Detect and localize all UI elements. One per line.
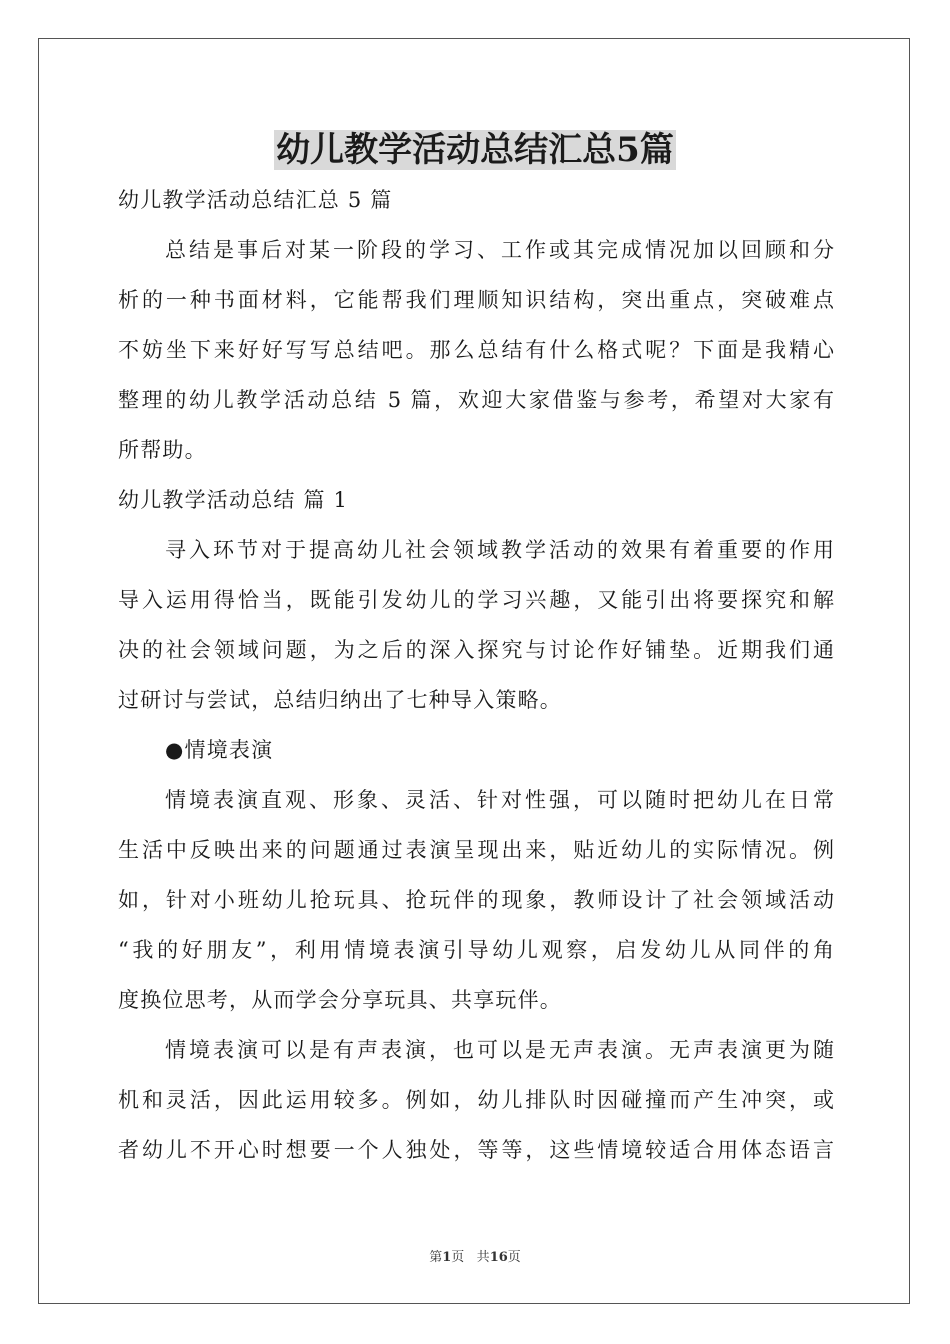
text-line: 决的社会领域问题，为之后的深入探究与讨论作好铺垫。近期我们通 [118,638,834,662]
document-title-text: 幼儿教学活动总结汇总5篇 [276,130,674,170]
text-line: “我的好朋友”，利用情境表演引导幼儿观察，启发幼儿从同伴的角 [118,938,834,962]
page-footer [0,1246,950,1265]
text-line: 度换位思考，从而学会分享玩具、共享玩伴。 [118,988,562,1012]
text-line: 总结是事后对某一阶段的学习、工作或其完成情况加以回顾和分 [165,238,834,262]
text-line: 不妨坐下来好好写写总结吧。那么总结有什么格式呢？下面是我精心 [118,338,834,362]
text-line: 情境表演可以是有声表演，也可以是无声表演。无声表演更为随 [165,1038,834,1062]
text-line: ●情境表演 [165,738,274,762]
text-line: 所帮助。 [118,438,207,462]
text-line: 幼儿教学活动总结汇总 5 篇 [118,188,393,212]
text-line: 者幼儿不开心时想要一个人独处，等等，这些情境较适合用体态语言 [118,1138,834,1162]
text-line: 情境表演直观、形象、灵活、针对性强，可以随时把幼儿在日常 [165,788,834,812]
text-line: 整理的幼儿教学活动总结 5 篇，欢迎大家借鉴与参考，希望对大家有 [118,388,834,412]
footer-page-suffix: 页 [451,1250,465,1265]
footer-total-pages: 16 [489,1250,508,1265]
text-line: 机和灵活，因此运用较多。例如，幼儿排队时因碰撞而产生冲突，或 [118,1088,834,1112]
text-line: 如，针对小班幼儿抢玩具、抢玩伴的现象，教师设计了社会领域活动 [118,888,834,912]
text-line: 寻入环节对于提高幼儿社会领域教学活动的效果有着重要的作用 [165,538,834,562]
footer-total-suffix: 页 [507,1250,521,1265]
document-body [118,180,834,1180]
footer-page-number: 1 [442,1250,452,1265]
document-title [0,128,950,172]
text-line: 生活中反映出来的问题通过表演呈现出来，贴近幼儿的实际情况。例 [118,838,834,862]
footer-page-prefix: 第 [429,1250,443,1265]
text-line: 析的一种书面材料，它能帮我们理顺知识结构，突出重点，突破难点 [118,288,834,312]
footer-total-prefix: 共 [476,1250,490,1265]
text-line: 过研讨与尝试，总结归纳出了七种导入策略。 [118,688,562,712]
text-line: 导入运用得恰当，既能引发幼儿的学习兴趣，又能引出将要探究和解 [118,588,834,612]
text-line: 幼儿教学活动总结 篇 1 [118,488,349,512]
